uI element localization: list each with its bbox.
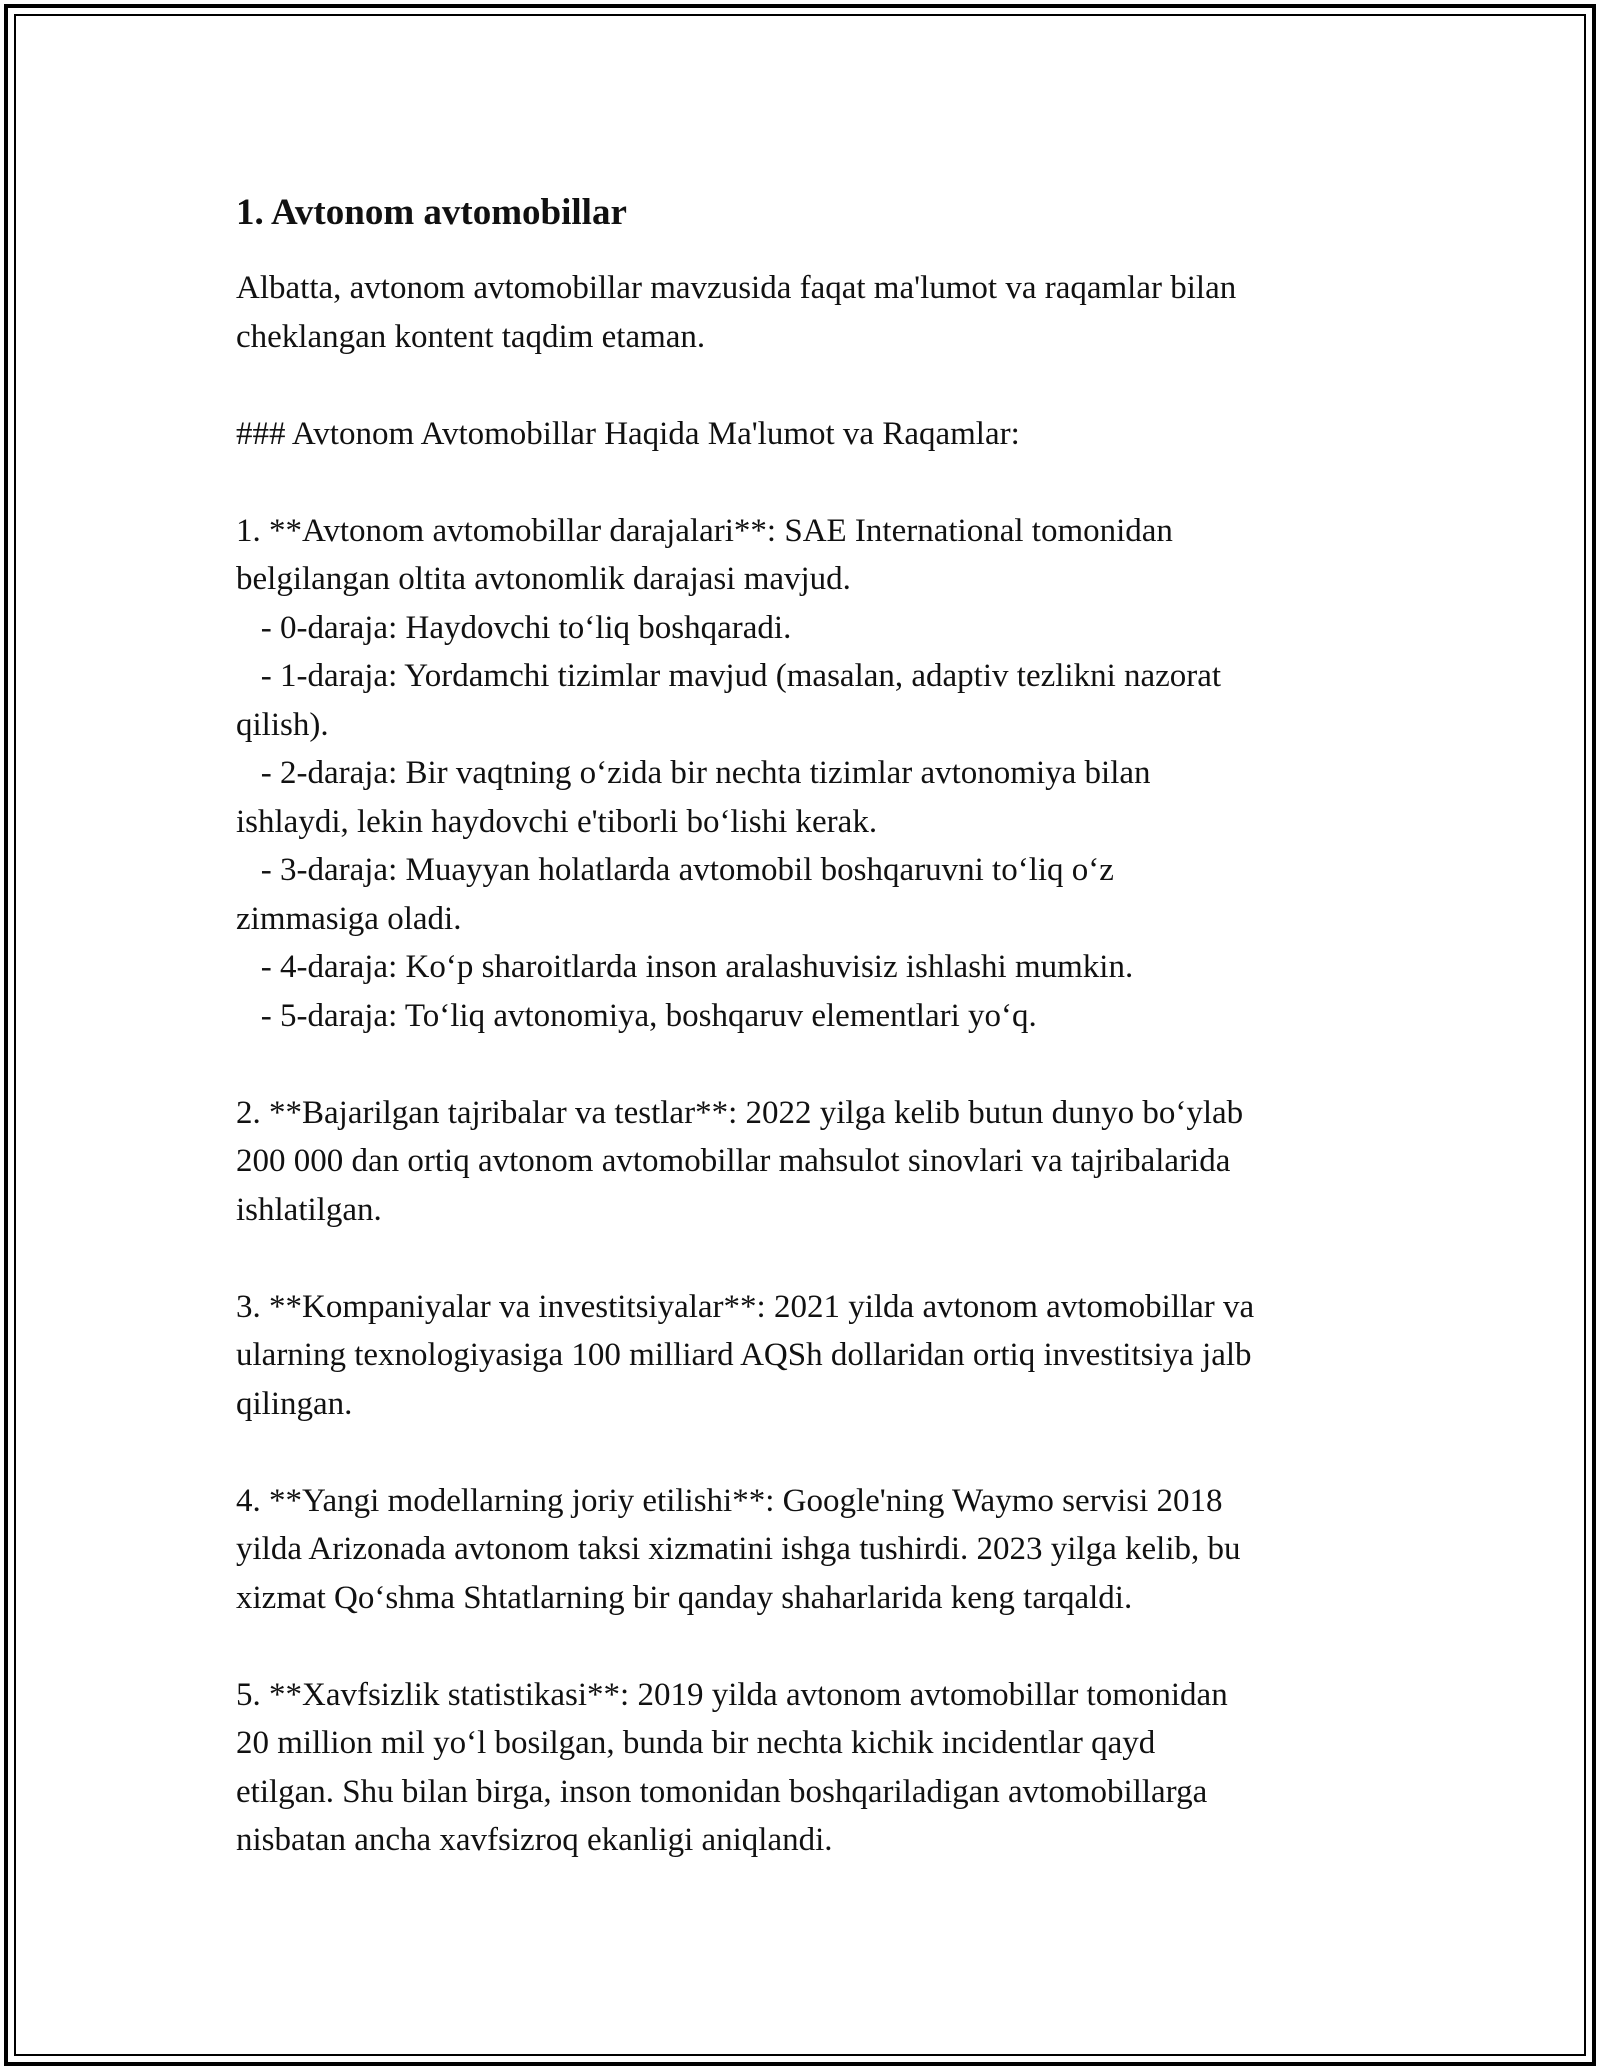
text-line: - 5-daraja: To‘liq avtonomiya, boshqaruv elementlari yo‘q. [236,997,1037,1034]
text-line: - 1-daraja: Yordamchi tizimlar mavjud (masalan, adaptiv tezlikni nazorat [236,658,1222,694]
text-line: cheklangan kontent taqdim etaman. [236,318,706,355]
text-line: etilgan. Shu bilan birga, inson tomonidan boshqariladigan avtomobillarga [236,1773,1208,1810]
text-line: yilda Arizonada avtonom taksi xizmatini ishga tushirdi. 2023 yilga kelib, bu [236,1531,1241,1567]
text-line: - 3-daraja: Muayyan holatlarda avtomobil boshqaruvni to‘liq o‘z [236,852,1114,888]
text-line: 1. **Avtonom avtomobillar darajalari**: SAE International tomonidan [236,512,1173,549]
paragraph [236,410,1386,459]
paragraph [236,1283,1386,1429]
text-line: ishlaydi, lekin haydovchi e'tiborli bo‘lishi kerak. [236,803,878,840]
paragraph-gap [236,1428,1386,1477]
text-line: 2. **Bajarilgan tajribalar va testlar**: 2022 yilga kelib butun dunyo bo‘ylab [236,1094,1244,1131]
text-line: qilingan. [236,1385,353,1422]
text-line: zimmasiga oladi. [236,900,462,937]
text-line: 4. **Yangi modellarning joriy etilishi**: Google'ning Waymo servisi 2018 [236,1482,1223,1519]
text-line: - 2-daraja: Bir vaqtning o‘zida bir nechta tizimlar avtonomiya bilan [236,755,1151,791]
paragraph-gap [236,1234,1386,1283]
text-line: 20 million mil yo‘l bosilgan, bunda bir nechta kichik incidentlar qayd [236,1725,1156,1761]
text-line: 3. **Kompaniyalar va investitsiyalar**: 2021 yilda avtonom avtomobillar va [236,1288,1255,1325]
text-line: qilish). [236,706,329,743]
paragraph [236,1089,1386,1235]
text-line: - 0-daraja: Haydovchi to‘liq boshqaradi. [236,609,792,646]
paragraph [236,1477,1386,1623]
text-line: ishlatilgan. [236,1191,382,1228]
paragraph-list [236,264,1386,1865]
paragraph [236,264,1386,361]
text-line: nisbatan ancha xavfsizroq ekanligi aniqlandi. [236,1822,833,1858]
text-line: Albatta, avtonom avtomobillar mavzusida faqat ma'lumot va raqamlar bilan [236,270,1237,306]
paragraph-gap [236,1040,1386,1089]
text-line: ### Avtonom Avtomobillar Haqida Ma'lumot va Raqamlar: [236,415,1020,452]
document-title: 1. Avtonom avtomobillar [236,192,627,233]
text-line: 5. **Xavfsizlik statistikasi**: 2019 yilda avtonom avtomobillar tomonidan [236,1676,1228,1713]
paragraph-gap [236,361,1386,410]
text-line: belgilangan oltita avtonomlik darajasi mavjud. [236,561,851,597]
paragraph [236,1671,1386,1865]
document-body [236,188,1386,1865]
text-line: 200 000 dan ortiq avtonom avtomobillar mahsulot sinovlari va tajribalarida [236,1143,1231,1179]
text-line: ularning texnologiyasiga 100 milliard AQSh dollaridan ortiq investitsiya jalb [236,1337,1252,1373]
paragraph-gap [236,458,1386,507]
paragraph [236,507,1386,1041]
paragraph-gap [236,1622,1386,1671]
text-line: - 4-daraja: Ko‘p sharoitlarda inson aralashuvisiz ishlashi mumkin. [236,949,1134,985]
text-line: xizmat Qo‘shma Shtatlarning bir qanday shaharlarida keng tarqaldi. [236,1579,1133,1616]
